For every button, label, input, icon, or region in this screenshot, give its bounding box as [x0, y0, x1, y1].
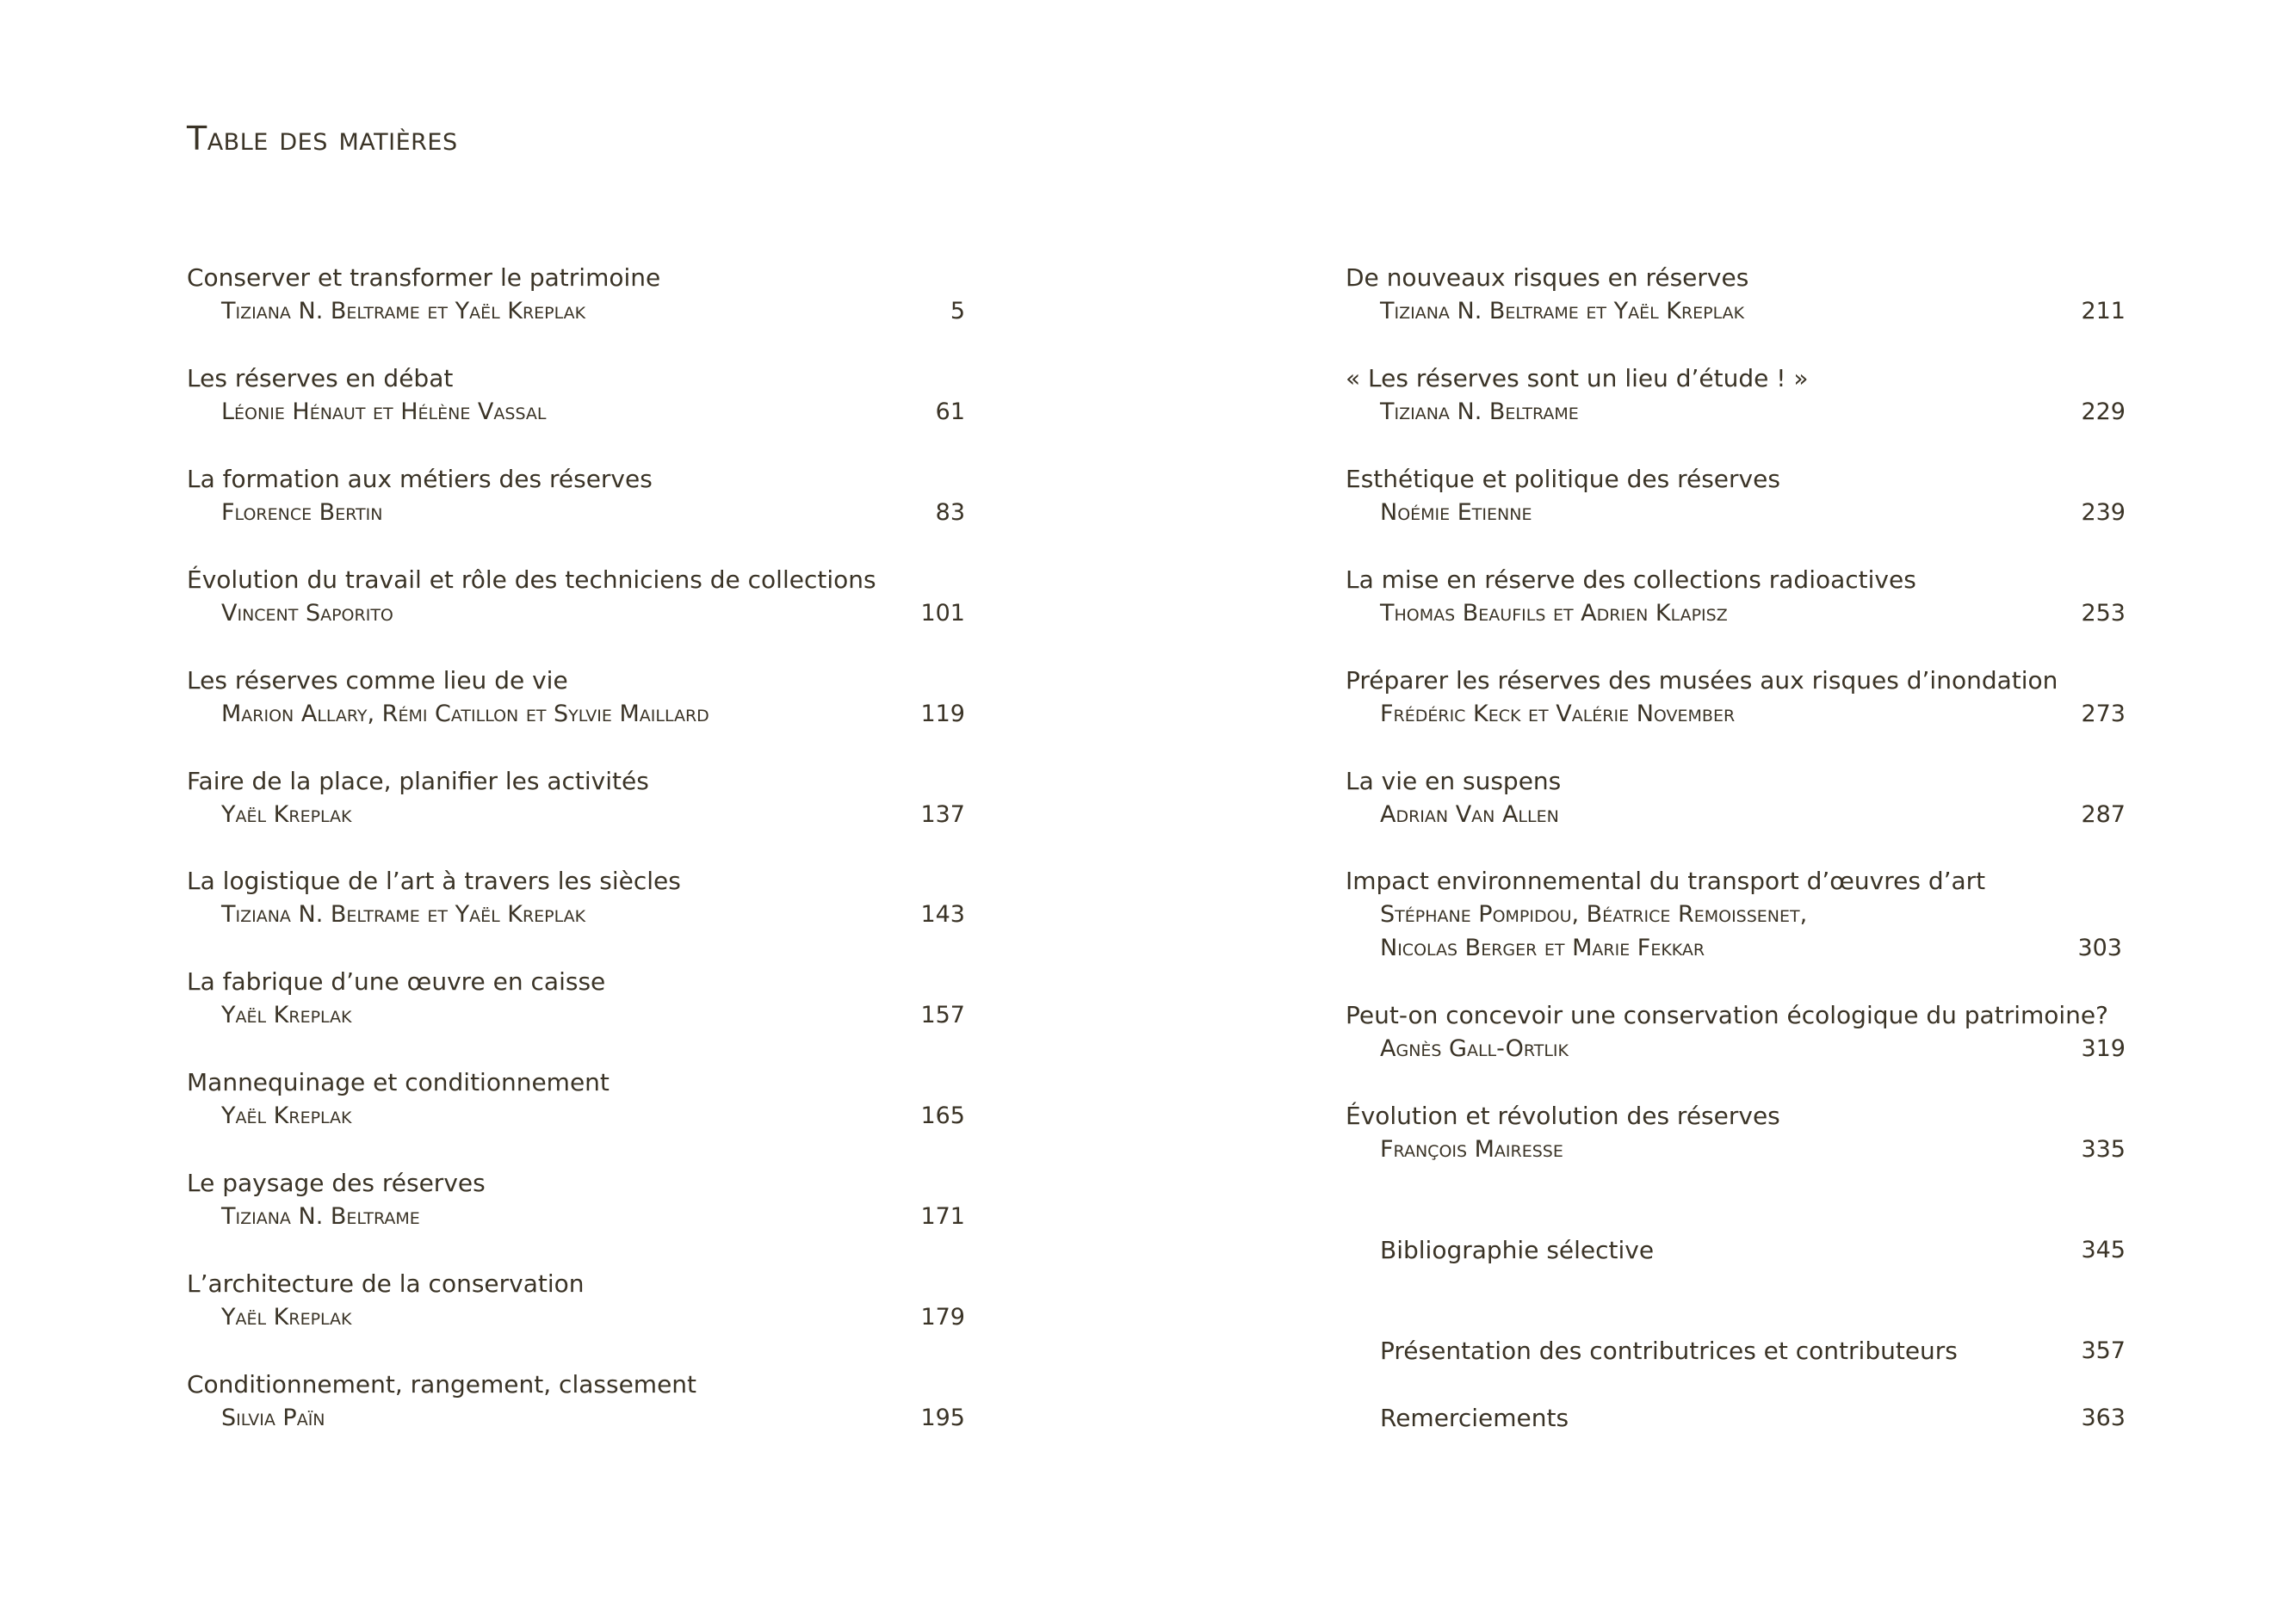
toc-entry-page: 61: [935, 398, 965, 425]
toc-right-column: [1346, 0, 2126, 1618]
toc-entry-author: Tiziana N. Beltrame et Yaël Kreplak: [221, 298, 586, 324]
toc-entry-page: 195: [920, 1405, 965, 1431]
backmatter-title: Remerciements: [1380, 1404, 1569, 1432]
toc-entry-author: François Mairesse: [1380, 1136, 1563, 1163]
toc-entry-title: De nouveaux risques en réserves: [1346, 263, 1749, 292]
toc-entry-title: Préparer les réserves des musées aux risques d’inondation: [1346, 666, 2058, 695]
toc-entry-page: 229: [2081, 398, 2126, 425]
toc-entry-title: Évolution et révolution des réserves: [1346, 1102, 1780, 1130]
toc-entry-title: « Les réserves sont un lieu d’étude ! »: [1346, 364, 1809, 392]
toc-entry-page: 5: [950, 298, 965, 324]
toc-entry-page: 83: [935, 499, 965, 526]
toc-entry-author: Nicolas Berger et Marie Fekkar: [1380, 935, 1705, 961]
toc-entry-page: 119: [920, 701, 965, 727]
toc-entry-title: La logistique de l’art à travers les siècles: [187, 867, 681, 895]
toc-entry-author: Marion Allary, Rémi Catillon et Sylvie Maillard: [221, 701, 709, 727]
toc-entry-page: 239: [2081, 499, 2126, 526]
toc-entry-page: 143: [920, 901, 965, 928]
toc-entry-author: Frédéric Keck et Valérie November: [1380, 701, 1736, 727]
toc-entry-author: Yaël Kreplak: [221, 801, 352, 828]
toc-entry-title: Conditionnement, rangement, classement: [187, 1370, 697, 1399]
backmatter-title: Présentation des contributrices et contributeurs: [1380, 1337, 1958, 1365]
toc-entry-title: La formation aux métiers des réserves: [187, 465, 653, 493]
toc-entry-author: Tiziana N. Beltrame: [221, 1203, 420, 1230]
toc-entry-author: Agnès Gall-Ortlik: [1380, 1035, 1569, 1062]
toc-entry-title: Le paysage des réserves: [187, 1169, 486, 1197]
toc-entry-page: 157: [920, 1002, 965, 1028]
toc-entry-page: 171: [920, 1203, 965, 1230]
toc-entry-page: 357: [2081, 1337, 2126, 1364]
toc-entry-author: Yaël Kreplak: [221, 1002, 352, 1028]
toc-entry-author: Yaël Kreplak: [221, 1304, 352, 1331]
toc-entry-title: Évolution du travail et rôle des techniciens de collections: [187, 565, 876, 594]
toc-entry-author: Tiziana N. Beltrame: [1380, 398, 1579, 425]
toc-entry-page: 101: [920, 600, 965, 627]
toc-entry-page: 287: [2081, 801, 2126, 828]
toc-entry-author: Florence Bertin: [221, 499, 383, 526]
toc-entry-title: Faire de la place, planifier les activités: [187, 767, 649, 795]
toc-left-column: [187, 0, 965, 1618]
toc-entry-page: 253: [2081, 600, 2126, 627]
toc-entry-page: 165: [920, 1102, 965, 1129]
toc-entry-author: Adrian Van Allen: [1380, 801, 1559, 828]
toc-entry-page: 137: [920, 801, 965, 828]
toc-entry-page: 211: [2081, 298, 2126, 324]
toc-entry-title: Impact environnemental du transport d’œuvres d’art: [1346, 867, 1986, 895]
toc-entry-author: Noémie Etienne: [1380, 499, 1532, 526]
toc-entry-title: Mannequinage et conditionnement: [187, 1068, 610, 1096]
toc-entry-author: Léonie Hénaut et Hélène Vassal: [221, 398, 547, 425]
toc-entry-title: La vie en suspens: [1346, 767, 1562, 795]
toc-entry-title: Esthétique et politique des réserves: [1346, 465, 1780, 493]
toc-entry-author: Thomas Beaufils et Adrien Klapisz: [1380, 600, 1728, 627]
toc-entry-title: Les réserves en débat: [187, 364, 454, 392]
toc-entry-page: 303: [2077, 935, 2122, 961]
toc-entry-author: Stéphane Pompidou, Béatrice Remoissenet,: [1380, 901, 1808, 928]
toc-entry-title: La mise en réserve des collections radioactives: [1346, 565, 1916, 594]
toc-entry-author: Tiziana N. Beltrame et Yaël Kreplak: [221, 901, 586, 928]
toc-entry-title: L’architecture de la conservation: [187, 1269, 585, 1298]
toc-entry-page: 273: [2081, 701, 2126, 727]
toc-entry-page: 363: [2081, 1405, 2126, 1431]
toc-entry-title: La fabrique d’une œuvre en caisse: [187, 967, 606, 996]
toc-entry-title: Conserver et transformer le patrimoine: [187, 263, 661, 292]
toc-entry-title: Les réserves comme lieu de vie: [187, 666, 568, 695]
toc-entry-author: Vincent Saporito: [221, 600, 393, 627]
toc-entry-title: Peut-on concevoir une conservation écologique du patrimoine?: [1346, 1001, 2109, 1029]
toc-entry-page: 319: [2081, 1035, 2126, 1062]
toc-entry-page: 345: [2081, 1237, 2126, 1263]
toc-entry-author: Yaël Kreplak: [221, 1102, 352, 1129]
toc-entry-author: Silvia Païn: [221, 1405, 325, 1431]
backmatter-title: Bibliographie sélective: [1380, 1236, 1655, 1264]
toc-entry-page: 335: [2081, 1136, 2126, 1163]
page-title: Table des matières: [187, 120, 458, 157]
toc-entry-page: 179: [920, 1304, 965, 1331]
toc-entry-author: Tiziana N. Beltrame et Yaël Kreplak: [1380, 298, 1745, 324]
